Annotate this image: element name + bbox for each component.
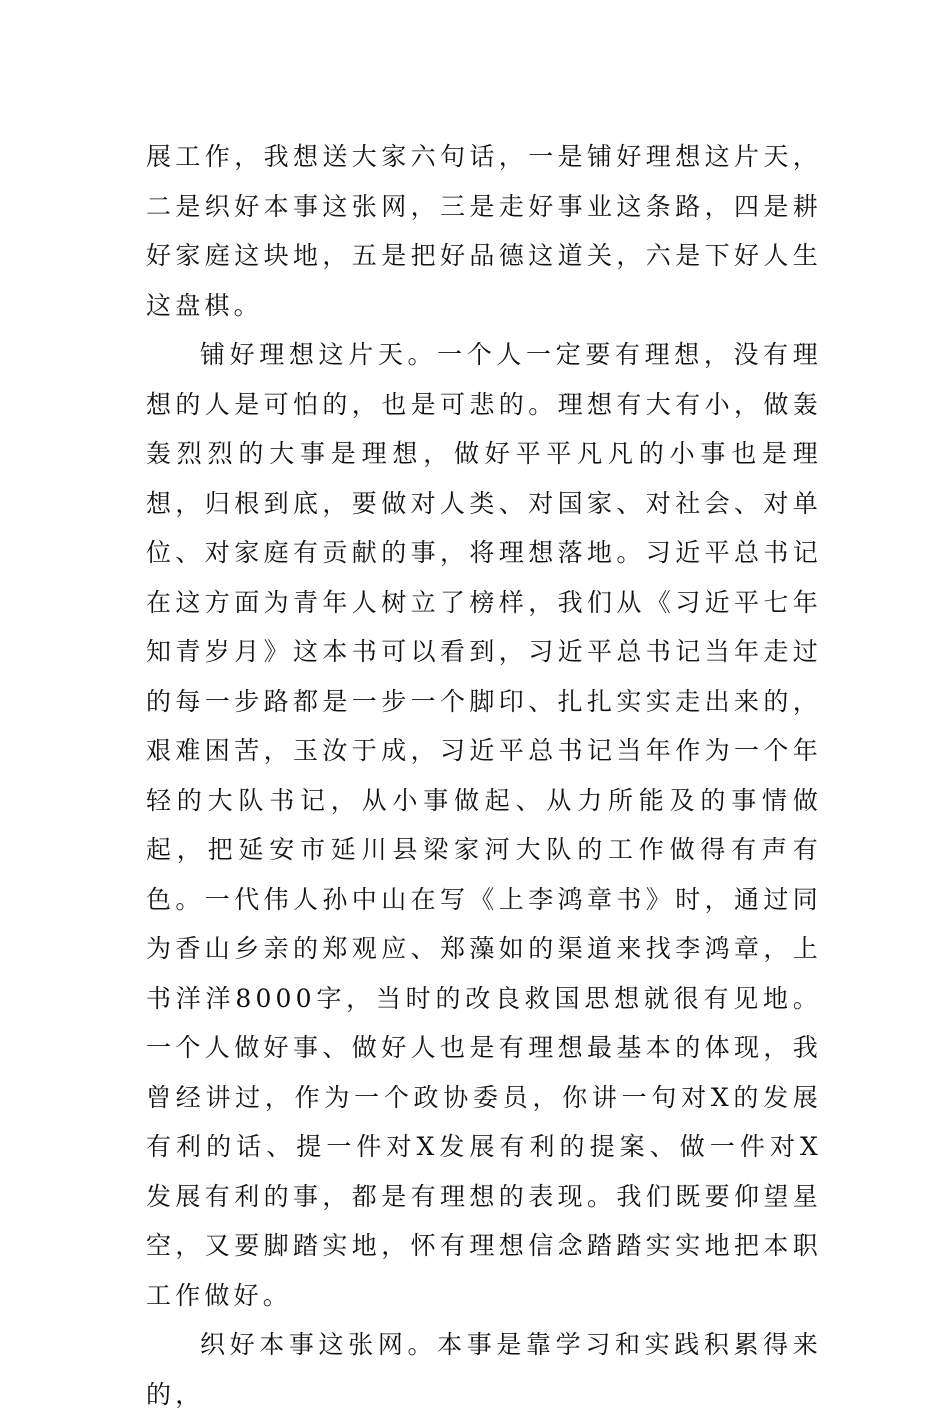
document-body xyxy=(146,132,822,1419)
paragraph-skill: 织好本事这张网。本事是靠学习和实践积累得来的， xyxy=(146,1330,822,1409)
paragraph-intro: 展工作，我想送大家六句话，一是铺好理想这片天，二是织好本事这张网，三是走好事业这条路，四是耕好家庭这块地，五是把好品德这道关，六是下好人生这盘棋。 xyxy=(146,142,822,320)
paragraph-ideal: 铺好理想这片天。一个人一定要有理想，没有理想的人是可怕的，也是可悲的。理想有大有小，做轰轰烈烈的大事是理想，做好平平凡凡的小事也是理想，归根到底，要做对人类、对国家、对社会、对单位、对家庭有贡献的事，将理想落地。习近平总书记在这方面为青年人树立了榜样，我们从《习近平七年知青岁月》这本书可以看到，习近平总书记当年走过的每一步路都是一步一个脚印、扎扎实实走出来的，艰难困苦，玉汝于成，习近平总书记当年作为一个年轻的大队书记，从小事做起、从力所能及的事情做起，把延安市延川县梁家河大队的工作做得有声有色。一代伟人孙中山在写《上李鸿章书》时，通过同为香山乡亲的郑观应、郑藻如的渠道来找李鸿章，上书洋洋8000字，当时的改良救国思想就很有见地。一个人做好事、做好人也是有理想最基本的体现，我曾经讲过，作为一个政协委员，你讲一句对X的发展有利的话、提一件对X发展有利的提案、做一件对X发展有利的事，都是有理想的表现。我们既要仰望星空，又要脚踏实地，怀有理想信念踏踏实实地把本职工作做好。 xyxy=(146,340,822,1310)
